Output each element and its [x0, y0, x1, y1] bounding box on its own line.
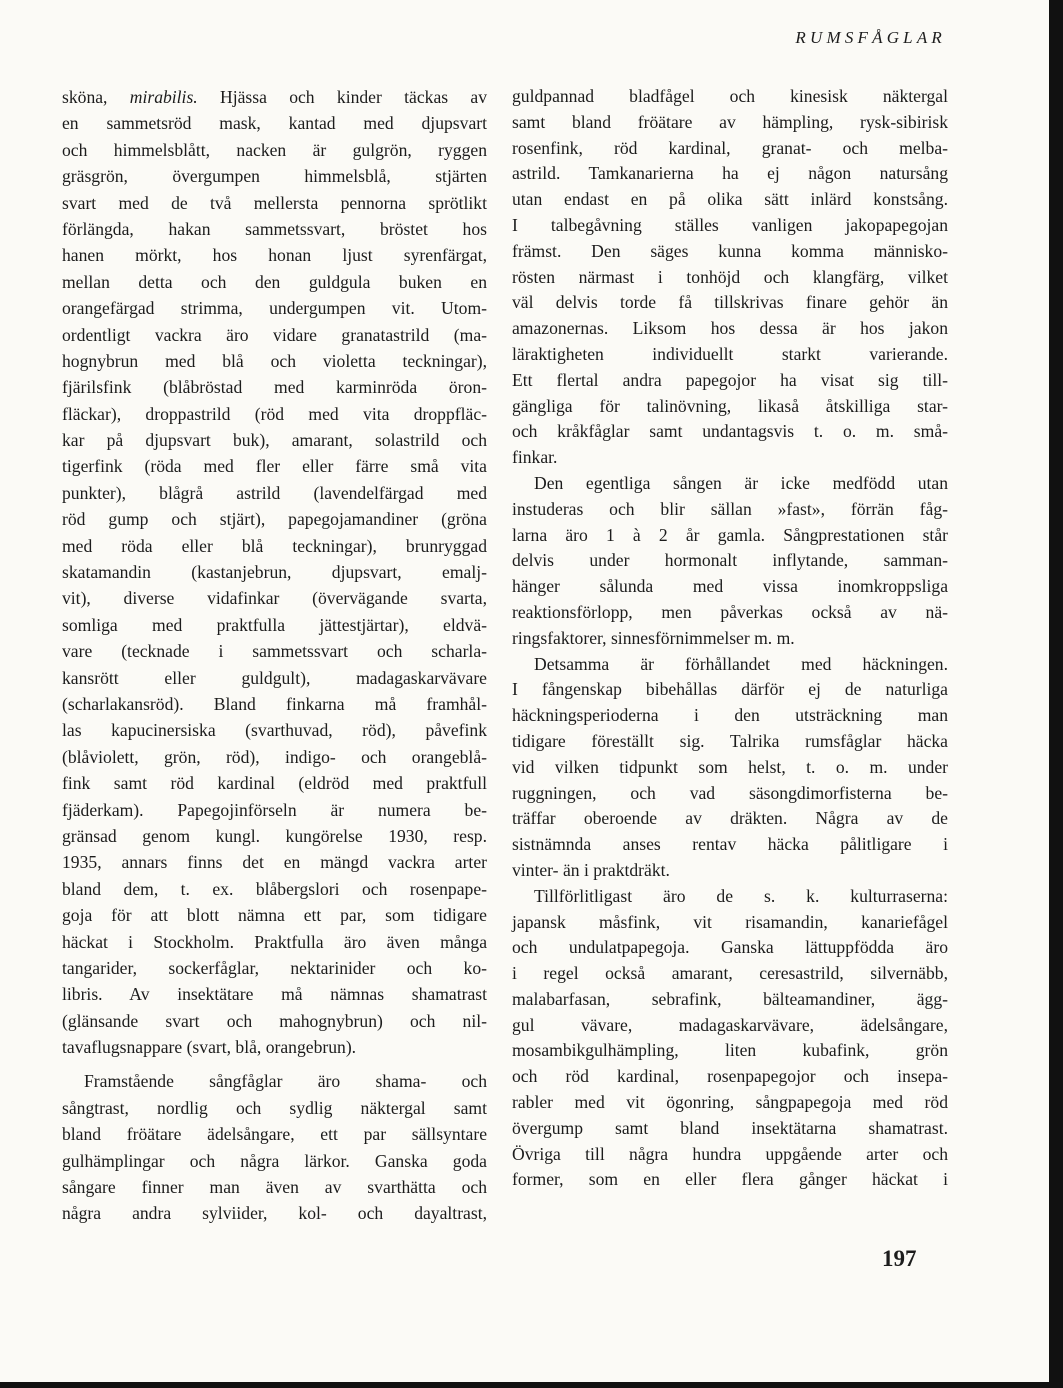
text-line: vinter- än i praktdräkt. — [512, 859, 670, 880]
text-line: guldpannad bladfågel och kinesisk näktergal — [512, 86, 948, 106]
text-line: och himmelsblått, nacken är gulgrön, ryggen — [62, 139, 487, 160]
text-line: japansk måsfink, vit risamandin, kanariefågel — [512, 911, 948, 932]
text-line: gängliga för talinövning, likaså åtskilliga star- — [512, 395, 948, 416]
text-line: fläckar), droppastrild (röd med vita droppfläc- — [62, 403, 487, 424]
text-line: i regel också amarant, ceresastrild, silvernäbb, — [512, 963, 948, 984]
text-line: kar på djupsvart buk), amarant, solastrild och — [62, 430, 487, 451]
text-line: Detsamma är förhållandet med häckningen. — [534, 653, 948, 674]
text-line: 1935, annars finns det en mängd vackra arter — [62, 852, 487, 873]
text-line: läraktigheten individuellt starkt varierande. — [512, 343, 948, 364]
text-line: skatamandin (kastanjebrun, djupsvart, emalj- — [62, 562, 487, 583]
text-line: rösten närmast i tonhöjd och klangfärg, vilket — [512, 266, 948, 287]
text-segment: sköna, — [62, 87, 130, 107]
text-line: gulhämplingar och några lärkor. Ganska goda — [62, 1150, 487, 1171]
text-line: astrild. Tamkanarierna ha ej någon natursång — [512, 163, 948, 184]
running-title: RUMSFÅGLAR — [795, 28, 946, 47]
text-line: (glänsande svart och mahognybrun) och nil- — [62, 1010, 487, 1031]
text-line: ruggningen, och vad säsongdimorfisterna be- — [512, 782, 948, 803]
text-line: sistnämnda anses rentav häcka pålitligare i — [512, 834, 948, 855]
text-line: häckningsperioderna i den utsträckning man — [512, 705, 948, 726]
text-line: libris. Av insektätare må nämnas shamatrast — [62, 984, 487, 1005]
text-line: I talbegåvning ställes vanligen jakopapegojan — [512, 214, 948, 235]
text-line: gul vävare, madagaskarvävare, ädelsångare, — [512, 1014, 948, 1035]
scan-edge-right — [1049, 0, 1063, 1388]
text-line: några andra sylviider, kol- och dayaltrast, — [62, 1203, 487, 1224]
paragraph — [512, 84, 948, 471]
page-number: 197 — [882, 1246, 917, 1271]
text-line: förlängda, hakan sammetssvart, bröstet hos — [62, 218, 487, 239]
paragraph — [512, 652, 948, 884]
scan-edge-bottom — [0, 1382, 1063, 1388]
text-line: tidigare föreställt sig. Talrika rumsfåglar häcka — [512, 730, 948, 751]
text-line: röd gump och stjärt), papegojamandiner (gröna — [62, 509, 487, 530]
text-line: punkter), blågrå astrild (lavendelfärgad med — [62, 482, 487, 503]
text-line: svart med de två mellersta pennorna sprötlikt — [62, 192, 487, 213]
text-line: främst. Den säges kunna komma människo- — [512, 240, 948, 261]
text-line: gräsgrön, övergumpen himmelsblå, stjärten — [62, 166, 487, 187]
text-line: väl delvis torde få tillskrivas finare gehör än — [512, 292, 948, 313]
text-line: och röd kardinal, rosenpapegojor och insepa- — [512, 1066, 948, 1087]
text-line: (blåviolett, grön, röd), indigo- och orangeblå- — [62, 746, 487, 767]
text-line: (scharlakansröd). Bland finkarna må framhål- — [62, 693, 487, 714]
text-line: hanen mörkt, hos honan ljust syrenfärgat, — [62, 245, 487, 266]
text-line: malabarfasan, sebrafink, bälteamandiner, ägg- — [512, 988, 948, 1009]
text-line: amazonernas. Liksom hos dessa är hos jakon — [512, 318, 948, 339]
text-line: rosenfink, röd kardinal, granat- och melba- — [512, 137, 948, 158]
text-line: somliga med praktfulla jättestjärtar), eldvä- — [62, 614, 487, 635]
right-text-column — [512, 84, 948, 1193]
text-line: häckat i Stockholm. Praktfulla äro även många — [62, 931, 487, 952]
text-line: fink samt röd kardinal (eldröd med praktfull — [62, 773, 487, 794]
text-line: hänger sålunda med vissa inomkroppsliga — [512, 576, 948, 597]
text-segment: Hjässa och kinder täckas av — [197, 87, 488, 107]
text-line — [62, 84, 487, 110]
italic-term: mirabilis. — [129, 87, 198, 107]
text-line: vare (tecknade i sammetssvart och scharla- — [62, 641, 487, 662]
text-line: vid vilken tidpunkt som helst, t. o. m. under — [512, 756, 948, 777]
text-line: bland dem, t. ex. blåbergslori och rosenpape- — [62, 878, 487, 899]
text-line: vit), diverse vidafinkar (övervägande svarta, — [62, 588, 487, 609]
text-line: orangefärgad strimma, undergumpen vit. Utom- — [62, 298, 487, 319]
text-line: bland fröätare ädelsångare, ett par sällsyntare — [62, 1124, 487, 1145]
text-line: tangarider, sockerfåglar, nektarinider och ko- — [62, 957, 487, 978]
text-line: och kråkfåglar samt undantagsvis t. o. m. små- — [512, 421, 948, 442]
text-line: mosambikgulhämpling, liten kubafink, grön — [512, 1040, 948, 1061]
text-line: tigerfink (röda med fler eller färre små vita — [62, 456, 487, 477]
text-line: fjäderkam). Papegojinförseln är numera be- — [62, 799, 487, 820]
text-line: fjärilsfink (blåbröstad med karminröda öron- — [62, 377, 487, 398]
text-line: former, som en eller flera gånger häckat i — [512, 1169, 948, 1190]
text-line: instuderas och blir sällan »fast», förrän fåg- — [512, 498, 948, 519]
text-line: Övriga till några hundra uppgående arter och — [512, 1143, 948, 1164]
text-line: rabler med vit ögonring, sångpapegoja med röd — [512, 1092, 948, 1113]
text-line: Framstående sångfåglar äro shama- och — [84, 1071, 487, 1092]
text-line: finkar. — [512, 447, 558, 468]
text-line: Ett flertal andra papegojor ha visat sig till- — [512, 369, 948, 390]
paragraph — [62, 1068, 487, 1226]
text-line: sångtrast, nordlig och sydlig näktergal samt — [62, 1097, 487, 1118]
text-line: med röda eller blå teckningar), brunryggad — [62, 535, 487, 556]
text-line: och undulatpapegoja. Ganska lättuppfödda äro — [512, 937, 948, 958]
text-line: träffar oberoende av dräkten. Några av de — [512, 808, 948, 829]
text-line: ringsfaktorer, sinnesförnimmelser m. m. — [512, 627, 795, 648]
text-line: utan endast en på olika sätt inlärd konstsång. — [512, 189, 948, 210]
text-line: gränsad genom kungl. kungörelse 1930, resp. — [62, 825, 487, 846]
text-line: en sammetsröd mask, kantad med djupsvart — [62, 113, 487, 134]
paragraph — [512, 884, 948, 1194]
text-line: ordentligt vackra äro vidare granatastrild (ma- — [62, 324, 487, 345]
left-text-column — [62, 84, 487, 1227]
text-line: I fångenskap bibehållas därför ej de naturliga — [512, 679, 948, 700]
text-line: Tillförlitligast äro de s. k. kulturraserna: — [534, 885, 948, 906]
paragraph — [62, 84, 487, 1060]
text-line: delvis under hormonalt inflytande, samman- — [512, 550, 948, 571]
text-line: Den egentliga sången är icke medfödd utan — [534, 472, 948, 493]
text-line: reaktionsförlopp, men påverkas också av nä- — [512, 601, 948, 622]
text-line: tavaflugsnappare (svart, blå, orangebrun). — [62, 1037, 357, 1058]
paragraph — [512, 471, 948, 652]
text-line: kansrött eller guldgult), madagaskarvävare — [62, 667, 487, 688]
text-line: övergump samt bland insektätarna shamatrast. — [512, 1117, 948, 1138]
text-line: mellan detta och den guldgula buken en — [62, 271, 487, 292]
text-line: larna äro 1 à 2 år gamla. Sångprestationen står — [512, 524, 948, 545]
text-line: goja för att blott nämna ett par, som tidigare — [62, 905, 487, 926]
text-line: samt bland fröätare av hämpling, rysk-sibirisk — [512, 111, 948, 132]
text-line: sångare finner man även av svarthätta och — [62, 1177, 487, 1198]
text-line: hognybrun med blå och violetta teckningar), — [62, 350, 487, 371]
text-line: las kapucinersiska (svarthuvad, röd), påvefink — [62, 720, 487, 741]
